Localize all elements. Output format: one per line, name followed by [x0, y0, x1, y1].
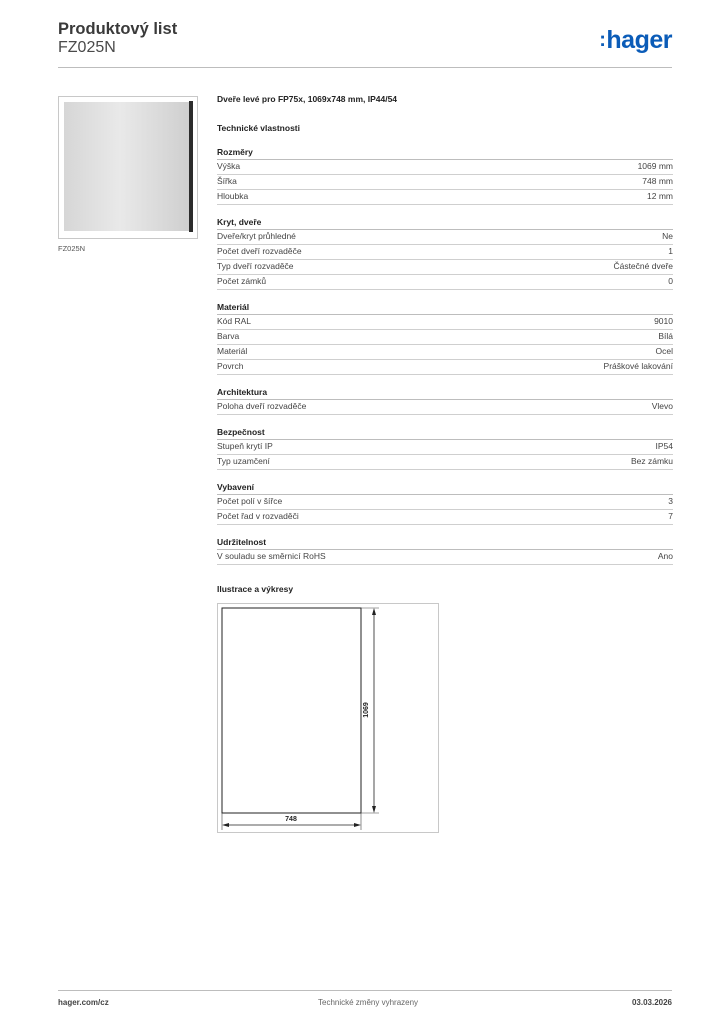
door-edge-image — [189, 101, 193, 232]
spec-row — [217, 160, 673, 175]
spec-row — [217, 230, 673, 245]
page-title: Produktový list — [58, 20, 178, 38]
spec-label: Počet dveří rozvaděče — [217, 246, 302, 256]
spec-label: Typ dveří rozvaděče — [217, 261, 294, 271]
footer-note: Technické změny vyhrazeny — [318, 998, 419, 1007]
spec-label: Šířka — [217, 176, 237, 186]
logo-text: hager — [606, 26, 672, 54]
spec-row — [217, 330, 673, 345]
spec-value: Vlevo — [651, 401, 673, 411]
spec-value: Ne — [662, 231, 673, 241]
spec-row — [217, 495, 673, 510]
header-divider — [58, 67, 672, 68]
spec-value: 0 — [668, 276, 673, 286]
product-code: FZ025N — [58, 39, 116, 56]
spec-row — [217, 245, 673, 260]
spec-value: 1 — [668, 246, 673, 256]
spec-value: 12 mm — [647, 191, 673, 201]
spec-value: 9010 — [654, 316, 673, 326]
spec-row — [217, 315, 673, 330]
spec-value: Ano — [657, 551, 673, 561]
spec-row — [217, 400, 673, 415]
spec-label: V souladu se směrnicí RoHS — [217, 551, 326, 561]
spec-label: Materiál — [217, 346, 248, 356]
spec-value: Práškové lakování — [603, 361, 673, 371]
spec-row — [217, 345, 673, 360]
section-title: Rozměry — [217, 147, 673, 160]
spec-label: Povrch — [217, 361, 244, 371]
spec-value: Ocel — [655, 346, 673, 356]
door-panel-image — [64, 102, 189, 231]
product-photo — [58, 96, 198, 239]
spec-value: IP54 — [655, 441, 673, 451]
spec-label: Kód RAL — [217, 316, 252, 326]
height-arrow-bottom-icon — [372, 806, 376, 813]
section-title: Kryt, dveře — [217, 217, 673, 230]
drawing-svg — [218, 604, 438, 832]
section-title: Bezpečnost — [217, 427, 673, 440]
section-title: Architektura — [217, 387, 673, 400]
footer-divider — [58, 990, 672, 991]
width-dimension-label: 748 — [285, 816, 297, 823]
section-title: Udržitelnost — [217, 537, 673, 550]
illustrations-title: Ilustrace a výkresy — [217, 584, 294, 594]
spec-label: Dveře/kryt průhledné — [217, 231, 296, 241]
spec-value: 1069 mm — [637, 161, 673, 171]
spec-value: 748 mm — [642, 176, 673, 186]
hager-logo[interactable] — [599, 26, 672, 54]
tech-properties-title: Technické vlastnosti — [217, 123, 300, 133]
spec-row — [217, 550, 673, 565]
spec-label: Výška — [217, 161, 241, 171]
spec-row — [217, 455, 673, 470]
spec-value: Bez zámku — [630, 456, 673, 466]
spec-value: Částečné dveře — [613, 261, 673, 271]
technical-drawing — [217, 603, 439, 833]
spec-row — [217, 510, 673, 525]
spec-row — [217, 440, 673, 455]
spec-value: 3 — [668, 496, 673, 506]
spec-value: 7 — [668, 511, 673, 521]
section-title: Vybavení — [217, 482, 673, 495]
section-title: Materiál — [217, 302, 673, 315]
spec-label: Typ uzamčení — [217, 456, 270, 466]
photo-caption: FZ025N — [58, 244, 86, 253]
spec-label: Hloubka — [217, 191, 249, 201]
width-arrow-left-icon — [222, 823, 229, 827]
spec-row — [217, 190, 673, 205]
footer-website-link[interactable]: hager.com/cz — [58, 998, 109, 1007]
spec-row — [217, 360, 673, 375]
product-description: Dveře levé pro FP75x, 1069x748 mm, IP44/54 — [217, 94, 398, 104]
footer-date: 03.03.2026 — [631, 998, 672, 1007]
logo-colon-icon: : — [599, 29, 606, 51]
spec-row — [217, 275, 673, 290]
width-arrow-right-icon — [354, 823, 361, 827]
spec-label: Počet polí v šířce — [217, 496, 283, 506]
spec-label: Barva — [217, 331, 240, 341]
spec-label: Počet zámků — [217, 276, 267, 286]
spec-label: Počet řad v rozvaděči — [217, 511, 299, 521]
door-outline — [222, 608, 361, 813]
spec-value: Bílá — [658, 331, 673, 341]
spec-label: Poloha dveří rozvaděče — [217, 401, 307, 411]
spec-label: Stupeň krytí IP — [217, 441, 273, 451]
height-dimension-label: 1069 — [363, 702, 370, 718]
spec-row — [217, 175, 673, 190]
spec-row — [217, 260, 673, 275]
height-arrow-top-icon — [372, 608, 376, 615]
spec-content — [217, 94, 673, 596]
spec-sections — [217, 147, 673, 565]
